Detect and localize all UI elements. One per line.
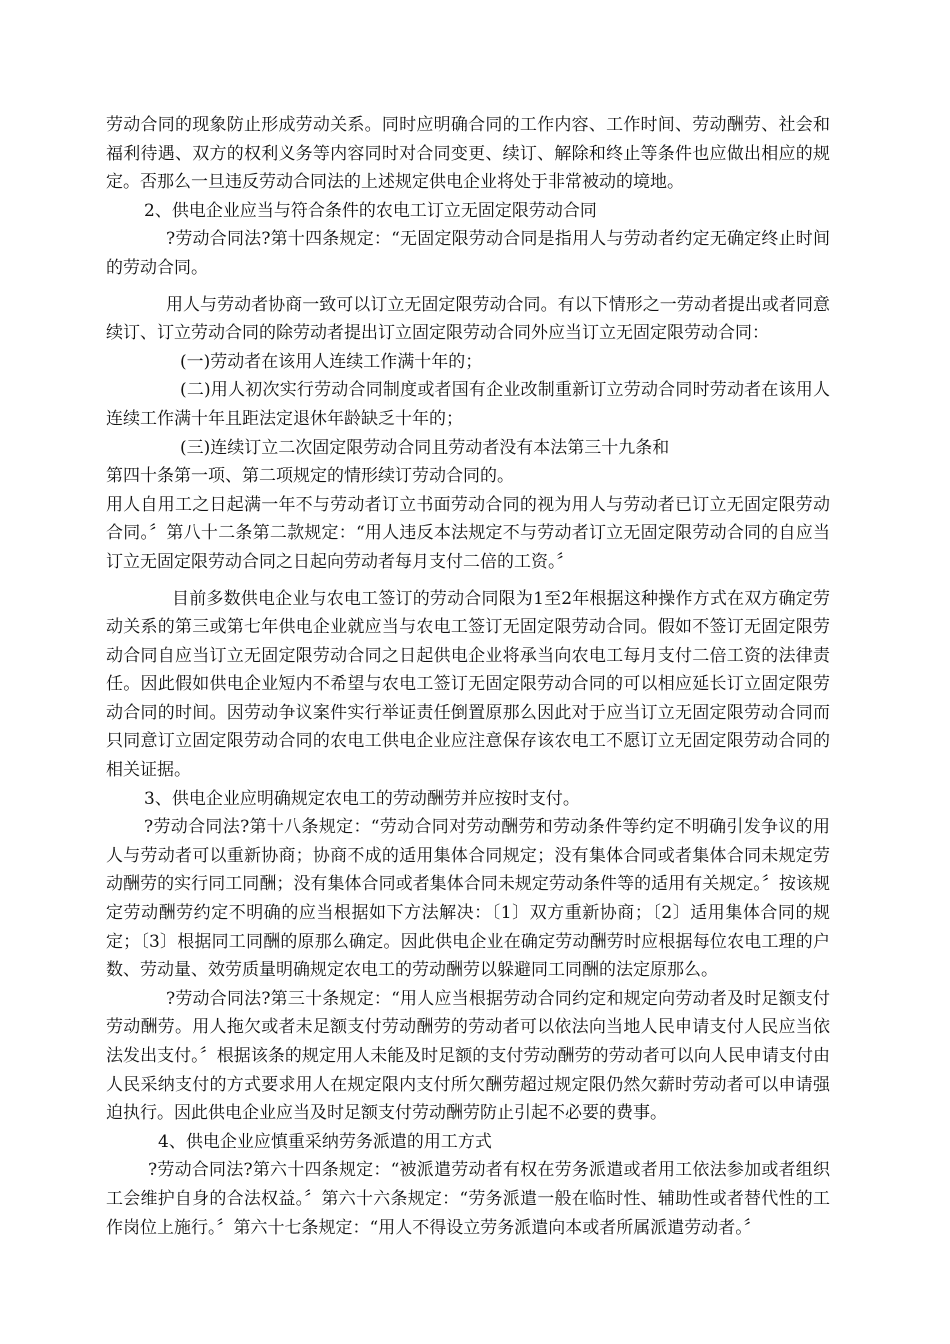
paragraph-negotiation: 用人与劳动者协商一致可以订立无固定限劳动合同。有以下情形之一劳动者提出或者同意续订、订立劳动合同的除劳动者提出订立固定限劳动合同外应当订立无固定限劳动合同：	[106, 294, 830, 344]
paragraph-article-30: ?劳动合同法?第三十条规定：“用人应当根据劳动合同约定和规定向劳动者及时足额支付劳动酬劳。用人拖欠或者未足额支付劳动酬劳的劳动者可以依法向当地人民申请支付人民应当依法发出支付。〞根据该条的规定用人未能及时足额的支付劳动酬劳的劳动者可以向人民申请支付由人民采纳支付的方式要求用人在规定限内支付所欠酬劳超过规定限仍然欠薪时劳动者可以申请强迫执行。因此供电企业应当及时足额支付劳动酬劳防止引起不必要的费事。	[106, 988, 830, 1124]
list-item-1: (一)劳动者在该用人连续工作满十年的；	[180, 351, 483, 372]
heading-remuneration: 3、供电企业应明确规定农电工的劳动酬劳并应按时支付。	[144, 788, 580, 809]
heading-labor-dispatch: 4、供电企业应慎重采纳劳务派遣的用工方式	[158, 1131, 492, 1152]
paragraph-article-18: ?劳动合同法?第十八条规定：“劳动合同对劳动酬劳和劳动条件等约定不明确引发争议的用人与劳动者可以重新协商；协商不成的适用集体合同规定；没有集体合同或者集体合同未规定劳动酬劳的实行同工同酬；没有集体合同或者集体合同未规定劳动条件等的适用有关规定。〞按该规定劳动酬劳约定不明确的应当根据如下方法解决：〔1〕双方重新协商；〔2〕适用集体合同的规定；〔3〕根据同工同酬的原那么确定。因此供电企业在确定劳动酬劳时应根据每位农电工理的户数、劳动量、效劳质量明确规定农电工的劳动酬劳以躲避同工同酬的法定原那么。	[106, 817, 830, 981]
paragraph-contract-content: 劳动合同的现象防止形成劳动关系。同时应明确合同的工作内容、工作时间、劳动酬劳、社会和福利待遇、双方的权利义务等内容同时对合同变更、续订、解除和终止等条件也应做出相应的规定。否那么一旦违反劳动合同法的上述规定供电企业将处于非常被动的境地。	[106, 115, 830, 193]
paragraph-article-82: 用人自用工之日起满一年不与劳动者订立书面劳动合同的视为用人与劳动者已订立无固定限劳动合同。〞第八十二条第二款规定：“用人违反本法规定不与劳动者订立无固定限劳动合同的自应当订立无固定限劳动合同之日起向劳动者每月支付二倍的工资。〞	[106, 494, 830, 572]
list-item-2: (二)用人初次实行劳动合同制度或者国有企业改制重新订立劳动合同时劳动者在该用人连续工作满十年且距法定退休年龄缺乏十年的；	[106, 380, 830, 429]
paragraph-current-practice: 目前多数供电企业与农电工签订的劳动合同限为1至2年根据这种操作方式在双方确定劳动关系的第三或第七年供电企业就应当与农电工签订无固定限劳动合同。假如不签订无固定限劳动合同自应当订立无固定限劳动合同之日起供电企业将承当向农电工每月支付二倍工资的法律责任。因此假如供电企业短内不希望与农电工签订无固定限劳动合同的可以相应延长订立固定限劳动合同的时间。因劳动争议案件实行举证责任倒置原那么因此对于应当订立无固定限劳动合同而只同意订立固定限劳动合同的农电工供电企业应注意保存该农电工不愿订立无固定限劳动合同的相关证据。	[106, 588, 830, 781]
heading-open-ended-contract: 2、供电企业应当与符合条件的农电工订立无固定限劳动合同	[144, 200, 597, 221]
document-body	[106, 111, 830, 1242]
paragraph-article-14: ?劳动合同法?第十四条规定：“无固定限劳动合同是指用人与劳动者约定无确定终止时间的劳动合同。	[106, 229, 830, 278]
list-item-3: (三)连续订立二次固定限劳动合同且劳动者没有本法第三十九条和	[180, 437, 670, 458]
list-item-3-continued: 第四十条第一项、第二项规定的情形续订劳动合同的。	[106, 466, 514, 487]
paragraph-article-64: ?劳动合同法?第六十四条规定：“被派遣劳动者有权在劳务派遣或者用工依法参加或者组织工会维护自身的合法权益。〞第六十六条规定：“劳务派遣一般在临时性、辅助性或者替代性的工作岗位上施行。〞第六十七条规定：“用人不得设立劳务派遣向本或者所属派遣劳动者。〞	[106, 1160, 830, 1238]
